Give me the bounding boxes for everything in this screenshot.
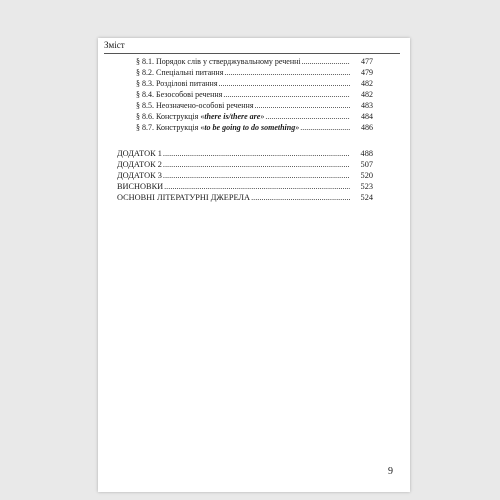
toc-section-label: ДОДАТОК 2 [117,160,162,169]
toc-leader-dots [223,89,350,100]
toc-leader-dots [163,159,350,170]
toc-entry[interactable] [136,56,373,67]
toc-leader-dots [163,148,350,159]
toc-section-entry[interactable] [117,148,373,159]
toc-section-page: 488 [360,149,373,158]
toc-section-page: 524 [360,193,373,202]
running-header: Зміст [104,40,125,50]
toc-entry-page: 479 [361,68,373,77]
document-page [98,38,410,492]
toc-section-page: 507 [360,160,373,169]
toc-entry-page: 486 [361,123,373,132]
toc-leader-dots [255,100,350,111]
toc-leader-dots [300,122,350,133]
toc-entry-page: 484 [361,112,373,121]
toc-leader-dots [219,78,351,89]
toc-leader-dots [265,111,350,122]
toc-section-entry[interactable] [117,159,373,170]
toc-leader-dots [251,192,350,203]
toc-entry[interactable] [136,122,373,133]
toc-entry-label: § 8.7. Конструкція «to be going to do something» [136,123,300,132]
toc-section-label: ОСНОВНІ ЛІТЕРАТУРНІ ДЖЕРЕЛА [117,193,251,202]
page-number: 9 [388,466,393,477]
toc-leader-dots [302,56,350,67]
toc-section-entry[interactable] [117,170,373,181]
toc-entry[interactable] [136,111,373,122]
toc-leader-dots [163,170,350,181]
toc-section-page: 523 [360,182,373,191]
toc-section-label: ДОДАТОК 1 [117,149,162,158]
toc-entry-emphasis: to be going to do something [204,123,296,132]
toc-entry-emphasis: there is/there are [204,112,261,121]
toc-entry-label: § 8.2. Спеціальні питання [136,68,224,77]
toc-entry-label: § 8.3. Розділові питання [136,79,218,88]
toc-entry-page: 483 [361,101,373,110]
toc-section-label: ВИСНОВКИ [117,182,164,191]
toc-entry-page: 482 [361,79,373,88]
toc-entry[interactable] [136,67,373,78]
toc-section-entry[interactable] [117,181,373,192]
header-divider [104,53,400,54]
toc-leader-dots [164,181,350,192]
toc-entry-label: § 8.1. Порядок слів у стверджувальному реченні [136,57,301,66]
toc-entry[interactable] [136,78,373,89]
toc-entry[interactable] [136,100,373,111]
toc-entry-label: § 8.4. Безособові речення [136,90,223,99]
toc-section-entry[interactable] [117,192,373,203]
toc-entry-label: § 8.5. Неозначено-особові речення [136,101,254,110]
toc-entry-page: 482 [361,90,373,99]
toc-section-page: 520 [360,171,373,180]
toc-leader-dots [224,67,350,78]
toc-section-label: ДОДАТОК 3 [117,171,162,180]
toc-entry-label: § 8.6. Конструкція «there is/there are» [136,112,265,121]
toc-entry-page: 477 [361,57,373,66]
toc-entry[interactable] [136,89,373,100]
